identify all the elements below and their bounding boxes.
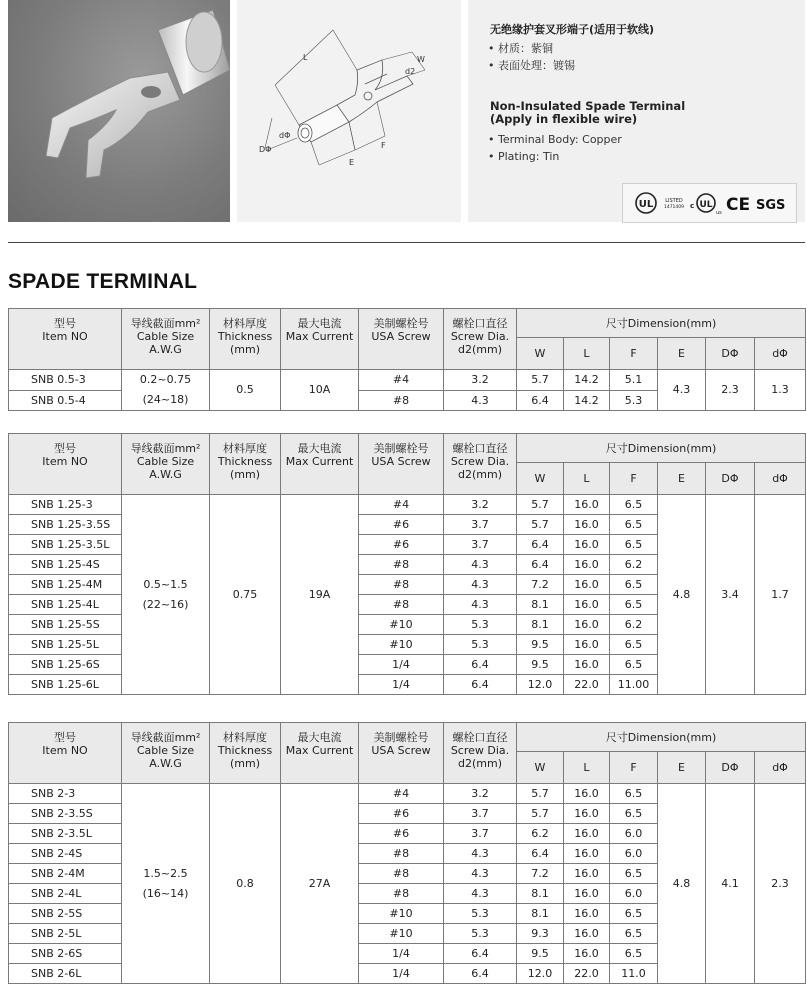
screw-dia-header-line: Screw Dia.: [450, 744, 510, 757]
dim-label-E: E: [349, 158, 355, 167]
item-no-cell: SNB 0.5-3: [9, 370, 122, 391]
dimension-header: 尺寸Dimension(mm): [517, 723, 806, 752]
item-no-cell: SNB 2-3.5S: [9, 804, 122, 824]
max-current-header-line: 最大电流: [297, 317, 342, 330]
screw-dia-cell: 3.7: [444, 515, 517, 535]
item-header-line: Item NO: [42, 455, 88, 468]
thickness-cell: 0.8: [210, 784, 281, 984]
dim-w-cell: 9.3: [517, 924, 564, 944]
svg-text:us: us: [716, 210, 722, 216]
max-current-header-text: [281, 309, 358, 343]
dim-l-cell: 16.0: [564, 575, 610, 595]
screw-dia-cell: 4.3: [444, 575, 517, 595]
dim-f-cell: 6.5: [610, 655, 658, 675]
dimension-col-header: E: [658, 752, 706, 784]
dim-l-cell: 16.0: [564, 515, 610, 535]
cable-size-cell: [122, 784, 210, 984]
screw-dia-cell: 5.3: [444, 615, 517, 635]
thickness-header: [210, 309, 281, 370]
usa-screw-cell: #10: [359, 615, 444, 635]
item-no-cell: SNB 2-6S: [9, 944, 122, 964]
thickness-header: [210, 723, 281, 784]
dim-l-cell: 16.0: [564, 635, 610, 655]
spade-terminal-photo: [8, 0, 230, 222]
awg-value: (24~18): [142, 393, 189, 406]
spec-table: [8, 722, 806, 984]
dim-l-cell: 14.2: [564, 370, 610, 391]
section-divider: [8, 242, 805, 243]
screw-dia-cell: 3.7: [444, 804, 517, 824]
usa-screw-header-line: USA Screw: [371, 455, 431, 468]
screw-dia-header-line: 螺栓口直径: [452, 442, 508, 455]
thickness-header-line: Thickness: [217, 330, 273, 343]
usa-screw-cell: #6: [359, 804, 444, 824]
dim-l-cell: 16.0: [564, 615, 610, 635]
cable-size-header-text: [122, 434, 209, 481]
spec-table: [8, 433, 806, 695]
dim-l-cell: 16.0: [564, 555, 610, 575]
thickness-header-line: 材料厚度: [223, 442, 267, 455]
dim-f-cell: 6.5: [610, 595, 658, 615]
dimension-col-header: F: [610, 338, 658, 370]
dim-small-d-cell: 2.3: [755, 784, 806, 984]
dimension-col-header: W: [517, 463, 564, 495]
dim-e-cell: 4.8: [658, 495, 706, 695]
usa-screw-cell: #8: [359, 884, 444, 904]
dim-w-cell: 6.4: [517, 555, 564, 575]
max-current-header-text: [281, 723, 358, 757]
screw-dia-cell: 6.4: [444, 964, 517, 984]
dim-w-cell: 7.2: [517, 575, 564, 595]
title-en: [490, 100, 685, 126]
dim-l-cell: 16.0: [564, 884, 610, 904]
item-no-cell: SNB 1.25-3: [9, 495, 122, 515]
dimension-col-header: dΦ: [755, 752, 806, 784]
dim-w-cell: 5.7: [517, 784, 564, 804]
screw-dia-header-text: [444, 434, 516, 481]
dimension-col-header: DΦ: [706, 463, 755, 495]
dim-w-cell: 5.7: [517, 495, 564, 515]
dim-label-F: F: [381, 141, 386, 150]
item-no-cell: SNB 2-6L: [9, 964, 122, 984]
usa-screw-header-line: 美制螺栓号: [373, 317, 429, 330]
item-no-cell: SNB 2-4L: [9, 884, 122, 904]
dim-big-d-cell: 2.3: [706, 370, 755, 411]
item-no-cell: SNB 2-3: [9, 784, 122, 804]
usa-screw-cell: 1/4: [359, 944, 444, 964]
screw-dia-header: [444, 434, 517, 495]
item-no-cell: SNB 2-3.5L: [9, 824, 122, 844]
screw-dia-cell: 5.3: [444, 635, 517, 655]
dim-w-cell: 12.0: [517, 964, 564, 984]
max-current-cell: 27A: [281, 784, 359, 984]
dim-e-cell: 4.8: [658, 784, 706, 984]
usa-screw-cell: #8: [359, 595, 444, 615]
dim-l-cell: 16.0: [564, 924, 610, 944]
dim-f-cell: 6.5: [610, 944, 658, 964]
item-header-line: 型号: [54, 442, 76, 455]
dimension-col-header: F: [610, 463, 658, 495]
dim-f-cell: 6.5: [610, 495, 658, 515]
item-header: [9, 434, 122, 495]
item-header: [9, 723, 122, 784]
dim-w-cell: 7.2: [517, 864, 564, 884]
dimension-col-header: W: [517, 338, 564, 370]
dim-f-cell: 5.3: [610, 390, 658, 411]
thickness-header-text: [210, 434, 280, 481]
thickness-header-line: (mm): [229, 757, 260, 770]
max-current-cell: 19A: [281, 495, 359, 695]
dim-l-cell: 16.0: [564, 844, 610, 864]
dimension-col-header: E: [658, 338, 706, 370]
header-row: [9, 434, 806, 463]
usa-screw-cell: #10: [359, 635, 444, 655]
usa-screw-cell: #6: [359, 535, 444, 555]
usa-screw-cell: #4: [359, 495, 444, 515]
item-no-cell: SNB 1.25-5S: [9, 615, 122, 635]
thickness-header-text: [210, 723, 280, 770]
item-header-text: [9, 723, 121, 757]
title-en-line2: (Apply in flexible wire): [490, 112, 638, 126]
dim-l-cell: 16.0: [564, 655, 610, 675]
dim-w-cell: 5.7: [517, 804, 564, 824]
dim-label-d2: d2: [405, 67, 416, 76]
usa-screw-cell: 1/4: [359, 675, 444, 695]
dimension-col-header: L: [564, 752, 610, 784]
cable-size-header-line: Cable Size: [136, 744, 195, 757]
usa-screw-cell: #4: [359, 784, 444, 804]
usa-screw-cell: #8: [359, 844, 444, 864]
screw-dia-header-text: [444, 723, 516, 770]
dim-f-cell: 6.5: [610, 804, 658, 824]
dim-f-cell: 11.0: [610, 964, 658, 984]
dim-f-cell: 6.0: [610, 824, 658, 844]
dim-l-cell: 14.2: [564, 390, 610, 411]
screw-dia-cell: 5.3: [444, 904, 517, 924]
spec-table: [8, 308, 806, 411]
item-no-cell: SNB 2-5S: [9, 904, 122, 924]
item-no-cell: SNB 2-5L: [9, 924, 122, 944]
usa-screw-header: [359, 309, 444, 370]
usa-screw-header-line: USA Screw: [371, 330, 431, 343]
item-header-text: [9, 434, 121, 468]
max-current-header-line: 最大电流: [297, 731, 342, 744]
dim-label-dphi: dΦ: [279, 131, 291, 140]
thickness-header-line: (mm): [229, 343, 260, 356]
dim-f-cell: 6.5: [610, 924, 658, 944]
thickness-header-line: 材料厚度: [223, 317, 267, 330]
dim-f-cell: 6.5: [610, 515, 658, 535]
dim-f-cell: 5.1: [610, 370, 658, 391]
thickness-header: [210, 434, 281, 495]
dim-w-cell: 5.7: [517, 370, 564, 391]
dim-small-d-cell: 1.7: [755, 495, 806, 695]
screw-dia-header-line: d2(mm): [458, 757, 502, 770]
terminal-dimension-diagram: [237, 0, 461, 222]
screw-dia-cell: 4.3: [444, 595, 517, 615]
item-no-cell: SNB 1.25-4L: [9, 595, 122, 615]
screw-dia-cell: 4.3: [444, 844, 517, 864]
usa-screw-cell: #10: [359, 904, 444, 924]
screw-dia-cell: 5.3: [444, 924, 517, 944]
cable-size-header-line: A.W.G: [149, 468, 182, 481]
dim-w-cell: 12.0: [517, 675, 564, 695]
screw-dia-cell: 3.7: [444, 535, 517, 555]
dim-w-cell: 5.7: [517, 515, 564, 535]
screw-dia-cell: 6.4: [444, 655, 517, 675]
screw-dia-header-text: [444, 309, 516, 356]
cable-size-header: [122, 434, 210, 495]
screw-dia-header-line: d2(mm): [458, 343, 502, 356]
usa-screw-header: [359, 723, 444, 784]
usa-screw-header: [359, 434, 444, 495]
screw-dia-header: [444, 723, 517, 784]
cable-size-cell: [122, 370, 210, 411]
screw-dia-header-line: d2(mm): [458, 468, 502, 481]
table-row: [9, 370, 806, 391]
dim-w-cell: 8.1: [517, 595, 564, 615]
table-row: [9, 784, 806, 804]
dim-f-cell: 6.5: [610, 784, 658, 804]
dim-l-cell: 16.0: [564, 784, 610, 804]
screw-dia-cell: 4.3: [444, 555, 517, 575]
dim-w-cell: 6.4: [517, 390, 564, 411]
dim-f-cell: 6.2: [610, 615, 658, 635]
dim-f-cell: 6.2: [610, 555, 658, 575]
cable-size-header-line: Cable Size: [136, 455, 195, 468]
dim-w-cell: 8.1: [517, 615, 564, 635]
screw-dia-header-line: 螺栓口直径: [452, 317, 508, 330]
max-current-header: [281, 723, 359, 784]
screw-dia-cell: 3.2: [444, 784, 517, 804]
dimension-drawing: [237, 0, 461, 222]
svg-text:LISTED: LISTED: [665, 198, 683, 204]
cable-size-header-line: Cable Size: [136, 330, 195, 343]
cable-size-cell: [122, 495, 210, 695]
svg-text:UL: UL: [699, 200, 713, 210]
usa-screw-cell: #8: [359, 864, 444, 884]
dim-f-cell: 6.5: [610, 864, 658, 884]
usa-screw-header-line: 美制螺栓号: [373, 442, 429, 455]
product-photo: [8, 0, 230, 222]
dim-l-cell: 16.0: [564, 904, 610, 924]
dim-l-cell: 16.0: [564, 864, 610, 884]
cable-size-header-text: [122, 723, 209, 770]
screw-dia-cell: 3.7: [444, 824, 517, 844]
dimension-header: 尺寸Dimension(mm): [517, 309, 806, 338]
dim-l-cell: 16.0: [564, 804, 610, 824]
screw-dia-cell: 4.3: [444, 390, 517, 411]
dim-l-cell: 16.0: [564, 595, 610, 615]
usa-screw-header-line: 美制螺栓号: [373, 731, 429, 744]
dim-w-cell: 8.1: [517, 884, 564, 904]
cable-size-header: [122, 309, 210, 370]
dimension-col-header: dΦ: [755, 463, 806, 495]
sgs-icon: SGS: [756, 198, 786, 213]
dim-label-W: W: [417, 55, 425, 64]
screw-dia-header-line: 螺栓口直径: [452, 731, 508, 744]
title-en-line1: Non-Insulated Spade Terminal: [490, 99, 686, 113]
usa-screw-header-line: USA Screw: [371, 744, 431, 757]
dim-w-cell: 6.4: [517, 535, 564, 555]
usa-screw-header-text: [359, 434, 443, 468]
body-en: • Terminal Body: Copper: [488, 133, 622, 146]
item-no-cell: SNB 2-4M: [9, 864, 122, 884]
max-current-header-line: 最大电流: [297, 442, 342, 455]
dim-f-cell: 6.5: [610, 904, 658, 924]
item-no-cell: SNB 2-4S: [9, 844, 122, 864]
item-header-line: Item NO: [42, 330, 88, 343]
dim-l-cell: 16.0: [564, 944, 610, 964]
screw-dia-cell: 6.4: [444, 675, 517, 695]
item-no-cell: SNB 1.25-5L: [9, 635, 122, 655]
cable-size-value: 0.2~0.75: [139, 373, 192, 386]
certification-logos: [622, 183, 797, 223]
dimension-col-header: DΦ: [706, 338, 755, 370]
item-no-cell: SNB 1.25-6S: [9, 655, 122, 675]
dimension-col-header: L: [564, 463, 610, 495]
thickness-header-line: 材料厚度: [223, 731, 267, 744]
max-current-header: [281, 309, 359, 370]
item-no-cell: SNB 1.25-3.5L: [9, 535, 122, 555]
usa-screw-cell: #6: [359, 515, 444, 535]
dim-f-cell: 6.5: [610, 535, 658, 555]
dimension-col-header: L: [564, 338, 610, 370]
item-header-line: Item NO: [42, 744, 88, 757]
dim-f-cell: 11.00: [610, 675, 658, 695]
screw-dia-header: [444, 309, 517, 370]
material-cn: • 材质：紫铜: [488, 42, 553, 55]
cable-size-header-line: A.W.G: [149, 343, 182, 356]
screw-dia-header-line: Screw Dia.: [450, 330, 510, 343]
svg-text:UL: UL: [638, 199, 654, 210]
max-current-header-line: Max Current: [285, 330, 354, 343]
title-cn: 无绝缘护套叉形端子(适用于软线): [490, 23, 655, 36]
dim-f-cell: 6.5: [610, 635, 658, 655]
dim-w-cell: 9.5: [517, 944, 564, 964]
cable-size-value: 1.5~2.5: [143, 866, 188, 880]
dim-l-cell: 16.0: [564, 495, 610, 515]
svg-text:1471409: 1471409: [663, 205, 685, 210]
dim-big-d-cell: 4.1: [706, 784, 755, 984]
item-no-cell: SNB 1.25-4S: [9, 555, 122, 575]
cable-size-header-line: A.W.G: [149, 757, 182, 770]
dim-l-cell: 16.0: [564, 535, 610, 555]
screw-dia-cell: 6.4: [444, 944, 517, 964]
item-header-line: 型号: [54, 317, 76, 330]
dim-w-cell: 9.5: [517, 635, 564, 655]
item-no-cell: SNB 1.25-6L: [9, 675, 122, 695]
usa-screw-cell: #10: [359, 924, 444, 944]
item-no-cell: SNB 1.25-3.5S: [9, 515, 122, 535]
svg-text:c: c: [690, 202, 695, 210]
plating-en: • Plating: Tin: [488, 150, 560, 163]
awg-value: (22~16): [142, 597, 189, 611]
header-row: [9, 723, 806, 752]
item-no-cell: SNB 0.5-4: [9, 390, 122, 411]
dim-label-Dphi: DΦ: [259, 145, 272, 154]
item-header-text: [9, 309, 121, 343]
screw-dia-cell: 4.3: [444, 884, 517, 904]
max-current-cell: 10A: [281, 370, 359, 411]
usa-screw-cell: #4: [359, 370, 444, 391]
dim-l-cell: 22.0: [564, 964, 610, 984]
usa-screw-cell: #8: [359, 390, 444, 411]
dim-small-d-cell: 1.3: [755, 370, 806, 411]
cable-size-header: [122, 723, 210, 784]
header-row: [9, 309, 806, 338]
cable-size-header-line: 导线截面mm²: [130, 317, 201, 330]
max-current-header-line: Max Current: [285, 744, 354, 757]
dimension-col-header: W: [517, 752, 564, 784]
dim-w-cell: 8.1: [517, 904, 564, 924]
max-current-header-line: Max Current: [285, 455, 354, 468]
dim-big-d-cell: 3.4: [706, 495, 755, 695]
dim-f-cell: 6.5: [610, 575, 658, 595]
screw-dia-cell: 3.2: [444, 495, 517, 515]
screw-dia-cell: 4.3: [444, 864, 517, 884]
cable-size-header-line: 导线截面mm²: [130, 442, 201, 455]
dim-l-cell: 22.0: [564, 675, 610, 695]
dim-f-cell: 6.0: [610, 844, 658, 864]
awg-value: (16~14): [142, 886, 189, 900]
usa-screw-cell: 1/4: [359, 655, 444, 675]
dim-w-cell: 6.4: [517, 844, 564, 864]
cable-size-value: 0.5~1.5: [143, 577, 188, 591]
dim-w-cell: 6.2: [517, 824, 564, 844]
usa-screw-cell: #8: [359, 555, 444, 575]
screw-dia-cell: 3.2: [444, 370, 517, 391]
usa-screw-header-text: [359, 723, 443, 757]
ce-icon: CE: [726, 195, 751, 215]
thickness-cell: 0.5: [210, 370, 281, 411]
thickness-cell: 0.75: [210, 495, 281, 695]
item-no-cell: SNB 1.25-4M: [9, 575, 122, 595]
dim-w-cell: 9.5: [517, 655, 564, 675]
max-current-header-text: [281, 434, 358, 468]
thickness-header-line: (mm): [229, 468, 260, 481]
usa-screw-cell: #8: [359, 575, 444, 595]
table-row: [9, 495, 806, 515]
dimension-col-header: F: [610, 752, 658, 784]
usa-screw-cell: 1/4: [359, 964, 444, 984]
usa-screw-cell: #6: [359, 824, 444, 844]
thickness-header-line: Thickness: [217, 744, 273, 757]
dimension-header: 尺寸Dimension(mm): [517, 434, 806, 463]
dimension-col-header: dΦ: [755, 338, 806, 370]
section-title: SPADE TERMINAL: [8, 270, 198, 293]
surface-cn: • 表面处理：镀锡: [488, 59, 575, 72]
cable-size-header-line: 导线截面mm²: [130, 731, 201, 744]
max-current-header: [281, 434, 359, 495]
item-header-line: 型号: [54, 731, 76, 744]
screw-dia-header-line: Screw Dia.: [450, 455, 510, 468]
thickness-header-line: Thickness: [217, 455, 273, 468]
item-header: [9, 309, 122, 370]
dim-e-cell: 4.3: [658, 370, 706, 411]
dimension-col-header: DΦ: [706, 752, 755, 784]
usa-screw-header-text: [359, 309, 443, 343]
thickness-header-text: [210, 309, 280, 356]
dim-label-L: L: [303, 53, 308, 62]
cable-size-header-text: [122, 309, 209, 356]
dim-l-cell: 16.0: [564, 824, 610, 844]
dimension-col-header: E: [658, 463, 706, 495]
dim-f-cell: 6.0: [610, 884, 658, 904]
